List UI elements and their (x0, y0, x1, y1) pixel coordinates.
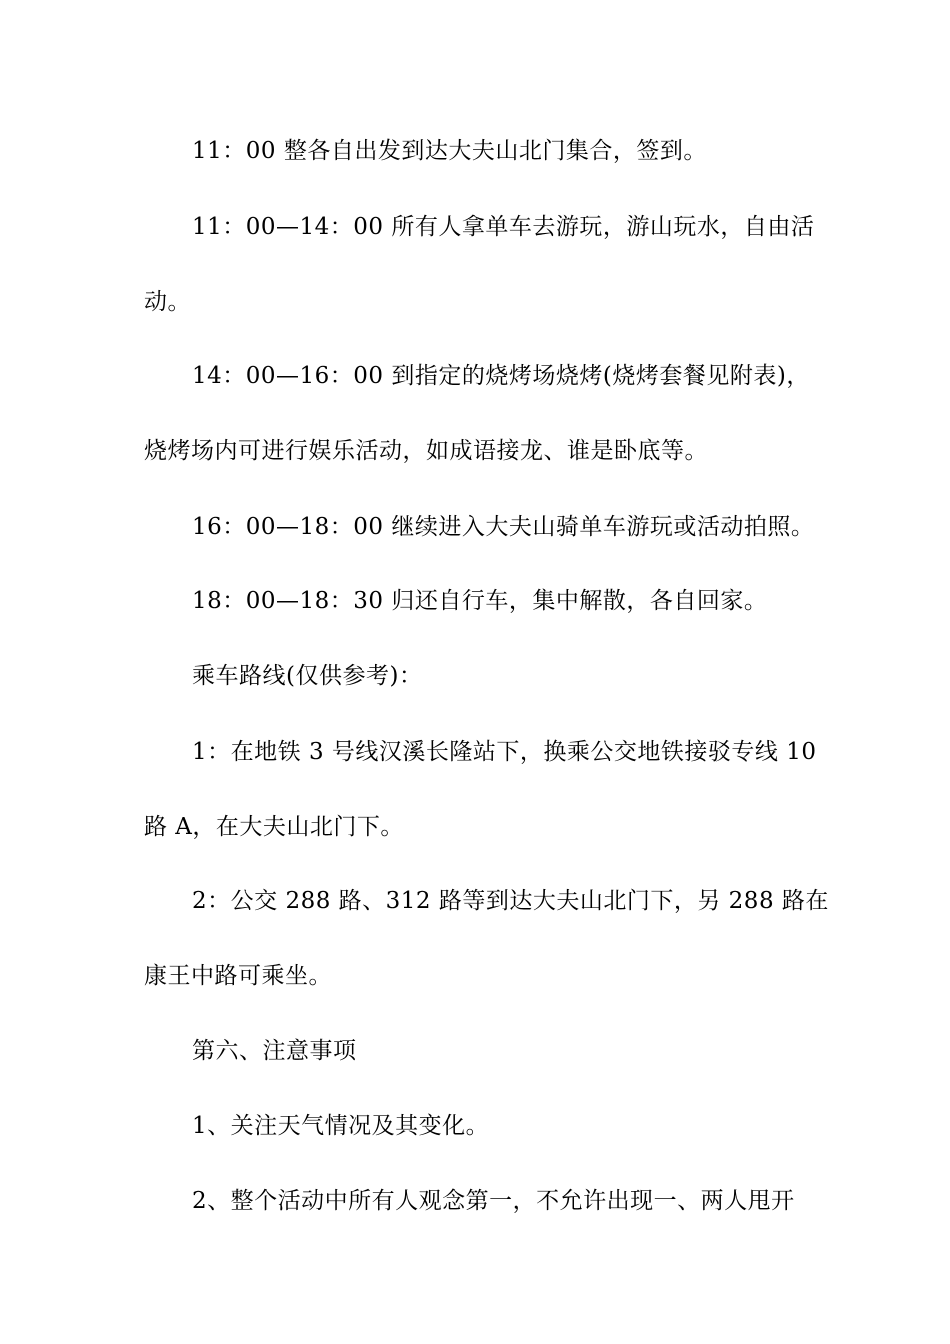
paragraph-line: 2、整个活动中所有人观念第一，不允许出现一、两人甩开 (192, 1188, 795, 1214)
paragraph-line: 11：00—14：00 所有人拿单车去游玩，游山玩水，自由活 (192, 214, 815, 240)
paragraph-line: 14：00—16：00 到指定的烧烤场烧烤(烧烤套餐见附表)， (192, 363, 810, 389)
paragraph-line: 16：00—18：00 继续进入大夫山骑单车游玩或活动拍照。 (192, 514, 815, 540)
paragraph-line: 康王中路可乘坐。 (144, 963, 332, 989)
paragraph-line: 11：00 整各自出发到达大夫山北门集合，签到。 (192, 138, 707, 164)
paragraph-line: 2：公交 288 路、312 路等到达大夫山北门下，另 288 路在 (192, 888, 829, 914)
paragraph-line: 1、关注天气情况及其变化。 (192, 1113, 490, 1139)
section-heading: 第六、注意事项 (192, 1038, 357, 1064)
paragraph-line: 18：00—18：30 归还自行车，集中解散，各自回家。 (192, 588, 768, 614)
paragraph-line: 路 A，在大夫山北门下。 (144, 814, 404, 840)
section-heading: 乘车路线(仅供参考)： (192, 663, 423, 689)
paragraph-line: 动。 (144, 289, 191, 315)
paragraph-line: 烧烤场内可进行娱乐活动，如成语接龙、谁是卧底等。 (144, 438, 708, 464)
paragraph-line: 1：在地铁 3 号线汉溪长隆站下，换乘公交地铁接驳专线 10 (192, 739, 817, 765)
